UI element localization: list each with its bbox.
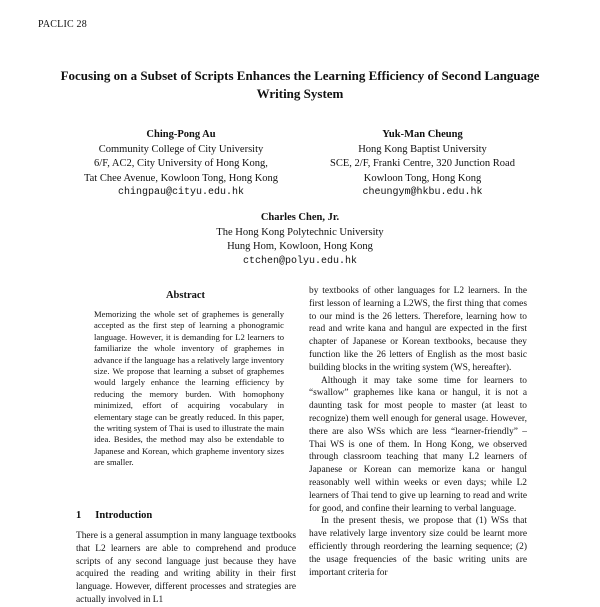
body-paragraph: by textbooks of other languages for L2 learners. In the first lesson of learning a L2WS, the first thing that comes to our mind is the 26 letters. Therefore, learning how to read and write kana and hangul are expected in the first chapter of Japanese or Korean textbooks, because they function like the 26 letters of English as the most basic building blocks in the writing system (WS, hereafter). <box>309 286 527 373</box>
author-affiliation-line: 6/F, AC2, City University of Hong Kong, <box>94 158 268 169</box>
paper-title: Focusing on a Subset of Scripts Enhances the Learning Efficiency of Second Language Writing System <box>60 68 540 101</box>
author-affiliation-line: Tat Chee Avenue, Kowloon Tong, Hong Kong <box>83 172 279 184</box>
author-name: Ching-Pong Au <box>146 129 216 140</box>
abstract-text: Memorizing the whole set of graphemes is generally accepted as the first step of learning a phonogramic language. However, it is demanding for L2 learners to familiarize the whole inventory of graphemes in advance if the language has a relatively large inventory size. We propose that learning a subset of graphemes would largely enhance the learning efficiency by reducing the memory burden. With homophony minimized, effort of acquiring vocabulary in elementary stage can be greatly reduced. In this paper, the writing system of Thai is used to illustrate the main idea. Besides, the method may also be extendable to Japanese and Korean, which grapheme inventory sizes are smaller. <box>94 309 284 468</box>
author-affiliation-line: Hong Kong Baptist University <box>358 143 487 155</box>
author-name: Yuk-Man Cheung <box>382 129 463 140</box>
section-heading <box>76 510 152 521</box>
introduction-text: There is a general assumption in many language textbooks that L2 learners are able to comprehend and produce scripts of any second language just because they have acquired the reading and writing ability in their first language. However, different processes and strategies are actually involved in L1 <box>76 531 296 605</box>
author-email: cheungym@hkbu.edu.hk <box>362 187 483 198</box>
body-paragraph: In the present thesis, we propose that (1) WSs that have relatively large inventory size could be learnt more efficiently through reordering the learning sequence; (2) the usage frequencies of the basic writing units are important criteria for <box>309 516 527 578</box>
author-affiliation-line: The Hong Kong Polytechnic University <box>216 226 384 238</box>
author-email: chingpau@cityu.edu.hk <box>117 187 245 198</box>
abstract-heading: Abstract <box>165 290 206 301</box>
author-block-2 <box>300 128 545 201</box>
right-column <box>309 285 527 579</box>
author-name: Charles Chen, Jr. <box>260 212 340 223</box>
author-affiliation-line: Kowloon Tong, Hong Kong <box>363 172 482 184</box>
author-email: ctchen@polyu.edu.hk <box>242 255 358 267</box>
section-title: Introduction <box>95 510 153 521</box>
author-affiliation-line: SCE, 2/F, Franki Centre, 320 Junction Road <box>330 158 515 169</box>
running-header: PACLIC 28 <box>38 19 87 30</box>
section-number: 1 <box>76 510 82 521</box>
body-paragraph: Although it may take some time for learners to “swallow” graphemes like kana or hangul, it is not a daunting task for most people to master (at least to recognize) them well enough for general usage. However, there are also WSs which are less “learner-friendly” – Thai WS is one of them. In Hong Kong, we observed through classroom teaching that many L2 learners of Japanese or Korean can memorize kana or hangul reasonably well within weeks or even days; while L2 learners of Thai tend to give up learning to read and write for good, and confine their learning to verbal language. <box>309 375 527 514</box>
author-affiliation-line: Hung Hom, Kowloon, Hong Kong <box>227 241 373 252</box>
author-block-1 <box>55 128 307 201</box>
author-block-3 <box>175 211 425 269</box>
author-affiliation-line: Community College of City University <box>98 143 264 155</box>
